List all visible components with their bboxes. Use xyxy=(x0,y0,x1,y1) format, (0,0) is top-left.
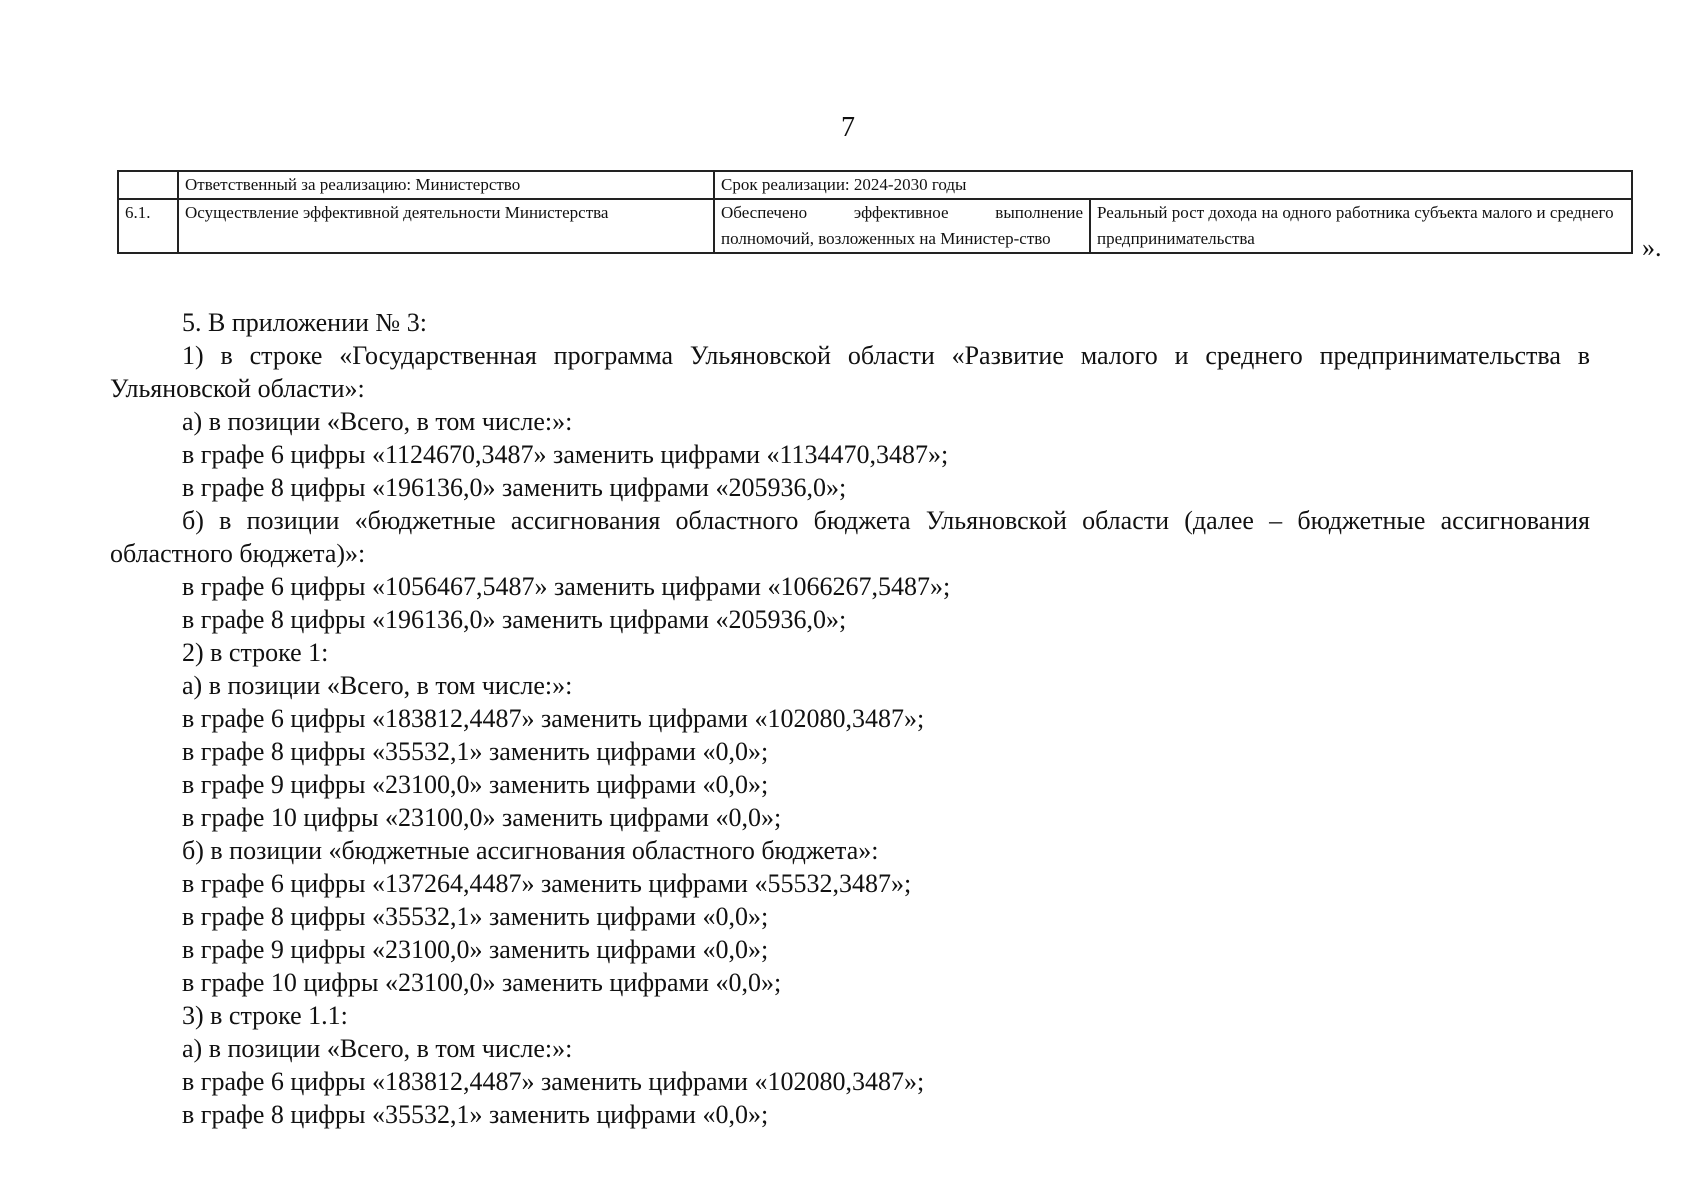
paragraph: в графе 9 цифры «23100,0» заменить цифрами «0,0»; xyxy=(182,935,769,964)
paragraph: 3) в строке 1.1: xyxy=(182,1001,348,1030)
paragraph: в графе 8 цифры «35532,1» заменить цифрами «0,0»; xyxy=(182,1100,769,1129)
paragraph: в графе 8 цифры «35532,1» заменить цифрами «0,0»; xyxy=(182,737,769,766)
paragraph: в графе 10 цифры «23100,0» заменить цифрами «0,0»; xyxy=(182,803,782,832)
program-table xyxy=(117,170,1633,254)
paragraph: в графе 6 цифры «1056467,5487» заменить цифрами «1066267,5487»; xyxy=(182,572,951,601)
paragraph: в графе 6 цифры «183812,4487» заменить цифрами «102080,3487»; xyxy=(182,704,925,733)
table-row-activity: Осуществление эффективной деятельности Министерства xyxy=(178,199,714,253)
table-header-number-cell xyxy=(118,171,178,199)
paragraph: в графе 6 цифры «1124670,3487» заменить цифрами «1134470,3487»; xyxy=(182,440,949,469)
table-header-responsible: Ответственный за реализацию: Министерство xyxy=(178,171,714,199)
table-header-row xyxy=(118,171,1632,199)
paragraph: а) в позиции «Всего, в том числе:»: xyxy=(182,407,573,436)
paragraph: 5. В приложении № 3: xyxy=(182,308,427,337)
paragraph: в графе 8 цифры «35532,1» заменить цифрами «0,0»; xyxy=(182,902,769,931)
paragraph: в графе 8 цифры «196136,0» заменить цифрами «205936,0»; xyxy=(182,605,847,634)
table-row-result: Обеспечено эффективное выполнение полномочий, возложенных на Министер-ство xyxy=(714,199,1090,253)
paragraph: б) в позиции «бюджетные ассигнования областного бюджета»: xyxy=(182,836,879,865)
table-closing-quote: ». xyxy=(1642,233,1662,262)
table-row-indicator: Реальный рост дохода на одного работника субъекта малого и среднего предпринимательства xyxy=(1090,199,1632,253)
table-header-period: Срок реализации: 2024-2030 годы xyxy=(714,171,1632,199)
paragraph: в графе 6 цифры «137264,4487» заменить цифрами «55532,3487»; xyxy=(182,869,912,898)
paragraph: в графе 6 цифры «183812,4487» заменить цифрами «102080,3487»; xyxy=(182,1067,925,1096)
table-row xyxy=(118,199,1632,253)
paragraph: в графе 8 цифры «196136,0» заменить цифрами «205936,0»; xyxy=(182,473,847,502)
paragraph: 1) в строке «Государственная программа Ульяновской области «Развитие малого и среднего предпринимательства в Ульяновской области»: xyxy=(110,341,1590,403)
document-body xyxy=(110,306,1590,1131)
paragraph: а) в позиции «Всего, в том числе:»: xyxy=(182,1034,573,1063)
paragraph: в графе 10 цифры «23100,0» заменить цифрами «0,0»; xyxy=(182,968,782,997)
paragraph: б) в позиции «бюджетные ассигнования областного бюджета Ульяновской области (далее – бюджетные ассигнования областного бюджета)»: xyxy=(110,506,1590,568)
paragraph: а) в позиции «Всего, в том числе:»: xyxy=(182,671,573,700)
page-number: 7 xyxy=(841,112,855,143)
paragraph: в графе 9 цифры «23100,0» заменить цифрами «0,0»; xyxy=(182,770,769,799)
paragraph: 2) в строке 1: xyxy=(182,638,329,667)
table-row-number: 6.1. xyxy=(118,199,178,253)
